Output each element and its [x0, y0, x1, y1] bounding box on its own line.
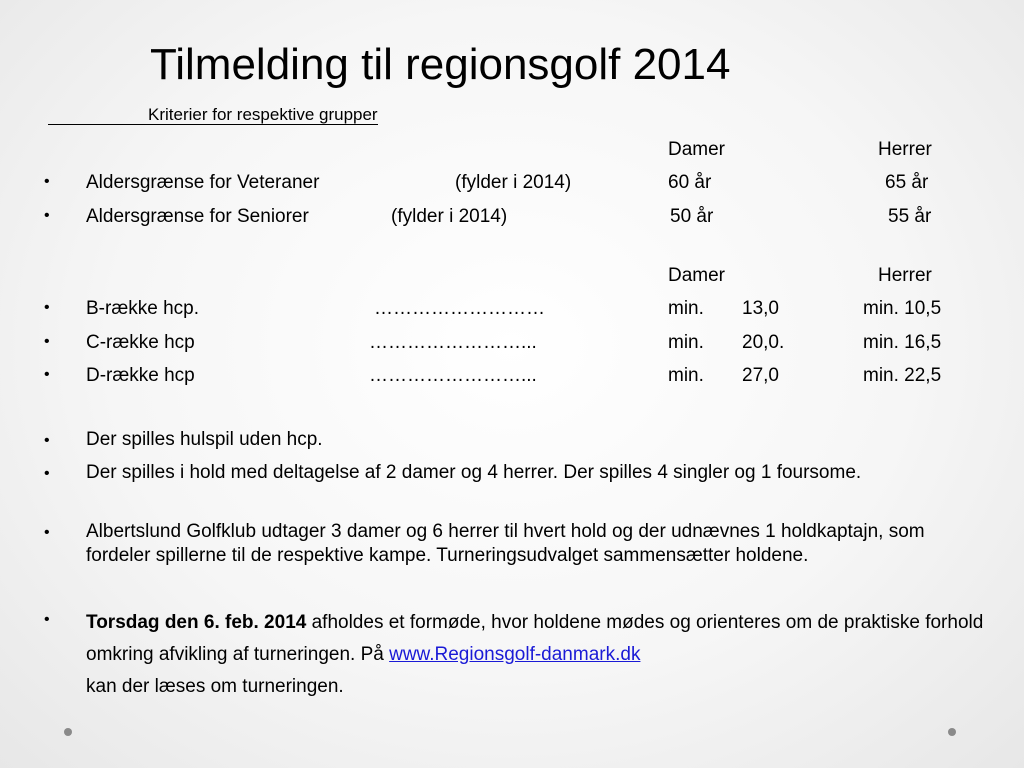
page-title: Tilmelding til regionsgolf 2014 — [150, 40, 731, 89]
age-seniorer-note: (fylder i 2014) — [391, 206, 508, 227]
hcp-b-herrer: min. 10,5 — [863, 298, 942, 319]
hcp-b-label: B-række hcp. — [86, 298, 199, 319]
bullet: • — [44, 366, 50, 383]
hcp-d-herrer: min. 22,5 — [863, 365, 942, 386]
hcp-c-herrer: min. 16,5 — [863, 332, 942, 353]
age-veteraner-damer: 60 år — [668, 172, 712, 193]
age-seniorer-label: Aldersgrænse for Seniorer — [86, 206, 309, 227]
bullet: • — [44, 524, 50, 541]
bullet: • — [44, 173, 50, 190]
formode-end: kan der læses om turneringen. — [86, 676, 344, 697]
hcp-b-damer: 13,0 — [742, 298, 779, 319]
formode-text: afholdes et formøde, hvor holdene mødes og orienteres om de praktiske forhold omkring afvikling af turneringen. På — [86, 612, 984, 665]
bullet: • — [44, 207, 50, 224]
subtitle — [48, 105, 378, 125]
bullet-hulspil: Der spilles hulspil uden hcp. — [86, 429, 323, 450]
hcp-c-damer: 20,0. — [742, 332, 785, 353]
hcp-d-min: min. — [668, 365, 704, 386]
bullet: • — [44, 333, 50, 350]
bullet: • — [44, 432, 50, 449]
bullet: • — [44, 611, 50, 628]
age-veteraner-herrer: 65 år — [885, 172, 929, 193]
header-herrer-2: Herrer — [878, 265, 932, 286]
hcp-c-dots: ……………………... — [369, 332, 537, 353]
bullet-formode — [86, 607, 986, 703]
hcp-d-dots: ……………………... — [369, 365, 537, 386]
bullet-hold: Der spilles i hold med deltagelse af 2 damer og 4 herrer. Der spilles 4 singler og 1 foursome. — [86, 462, 862, 483]
age-veteraner-note: (fylder i 2014) — [455, 172, 572, 193]
age-seniorer-damer: 50 år — [670, 206, 714, 227]
header-herrer-1: Herrer — [878, 139, 932, 160]
age-veteraner-label: Aldersgrænse for Veteraner — [86, 172, 320, 193]
bullet: • — [44, 465, 50, 482]
decorative-dot-right — [948, 728, 956, 736]
hcp-c-label: C-række hcp — [86, 332, 195, 353]
header-damer-1: Damer — [668, 139, 726, 160]
bullet: • — [44, 299, 50, 316]
hcp-b-min: min. — [668, 298, 704, 319]
hcp-c-min: min. — [668, 332, 704, 353]
subtitle-text: Kriterier for respektive grupper — [148, 105, 378, 124]
header-damer-2: Damer — [668, 265, 726, 286]
hcp-b-dots: ……………………… — [374, 298, 545, 319]
bullet-albertslund: Albertslund Golfklub udtager 3 damer og 6 herrer til hvert hold og der udnævnes 1 holdkaptajn, som fordeler spillerne til de respektive kampe. Turneringsudvalget sammensætter holdene. — [86, 521, 925, 566]
decorative-dot-left — [64, 728, 72, 736]
regionsgolf-link[interactable]: www.Regionsgolf-danmark.dk — [389, 644, 641, 665]
hcp-d-label: D-række hcp — [86, 365, 195, 386]
age-seniorer-herrer: 55 år — [888, 206, 932, 227]
formode-date: Torsdag den 6. feb. 2014 — [86, 612, 307, 633]
hcp-d-damer: 27,0 — [742, 365, 779, 386]
